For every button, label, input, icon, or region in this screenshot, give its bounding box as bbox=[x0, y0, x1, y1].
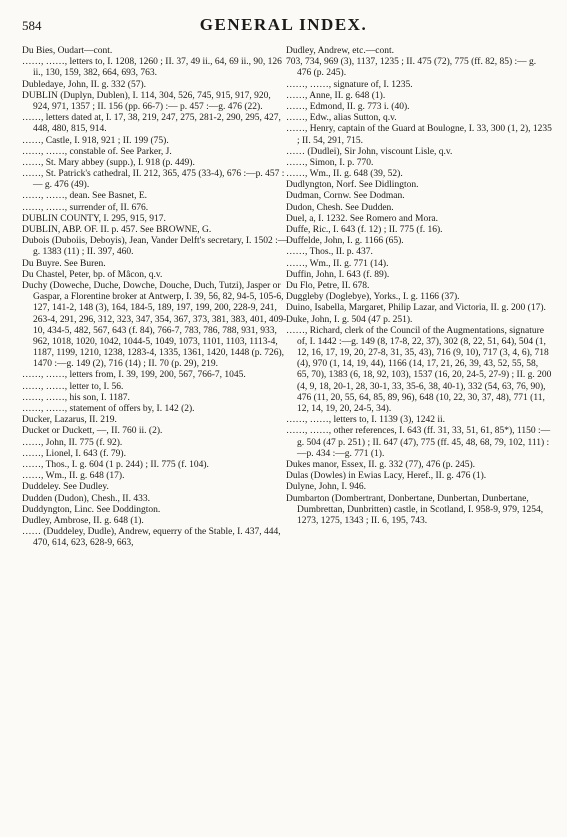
index-entry: Duffelde, John, I. g. 1166 (65). bbox=[286, 236, 404, 247]
index-entry: Duke, John, I. g. 504 (47 p. 251). bbox=[286, 314, 413, 325]
index-entry: Ducket or Duckett, —, II. 760 ii. (2). bbox=[22, 426, 163, 437]
index-entry: ……, St. Patrick's cathedral, II. 212, 365, 475 (33-4), 676 :—p. 457 :— g. 476 (49). bbox=[22, 169, 285, 191]
index-entry: ……, ……, other references, I. 643 (ff. 31, 33, 51, 61, 85*), 1150 :— g. 504 (47 p. 251) ; II. 647 (47), 775 (ff. 45, 48, 68, 79, 102, 111) :—p. 434 :—g. 771 (1). bbox=[286, 426, 551, 459]
index-entry: Dudley, Ambrose, II. g. 648 (1). bbox=[22, 515, 144, 526]
index-entry: Dukes manor, Essex, II. g. 332 (77), 476 (p. 245). bbox=[286, 459, 476, 470]
page-header bbox=[22, 12, 545, 38]
index-entry: Duchy (Doweche, Duche, Dowche, Douche, Duch, Tutzi), Jasper or Gaspar, a Florentine broker at Antwerp, I. 39, 56, 82, 94-5, 105-6, 127, 141-2, 148 (3), 164, 184-5, 189, 197, 199, 200, 228-9, 241, 263-4, 291, 296, 312, 323, 347, 354, 367, 373, 381, 383, 401, 409-10, 434-5, 482, 567, 643 (f. 84), 766-7, 783, 786, 788, 931, 933, 962, 1018, 1020, 1042, 1044-5, 1049, 1073, 1101, 1103, 1113-4, 1187, 1199, 1210, 1238, 1283-4, 1335, 1361, 1420, 1448 (p. 726), 1470 :—g. 149 (2), 716 (14) ; II. 70 (p. 29), 219. bbox=[22, 280, 287, 370]
index-entry: ……, Simon, I. p. 770. bbox=[286, 157, 374, 168]
index-entry: ……, Lionel, I. 643 (f. 79). bbox=[22, 448, 126, 459]
index-entry: ……, Edmond, II. g. 773 i. (40). bbox=[286, 101, 410, 112]
index-entry: DUBLIN (Duplyn, Dublen), I. 114, 304, 526, 745, 915, 917, 920, 924, 971, 1357 ; II. 156 (pp. 66-7) :— p. 457 :—g. 476 (22). bbox=[22, 90, 271, 112]
index-entry: ……, Richard, clerk of the Council of the Augmentations, signature of, I. 1442 :—g. 149 (8, 17-8, 22, 37), 302 (8, 22, 51, 64), 504 (1, 12, 16, 17, 19, 20, 27-8, 31, 35, 43), 716 (9, 10), 717 (3, 4, 6), 718 (4), 970 (1, 14, 19, 44), 1166 (14, 17, 21, 26, 39, 43, 52, 55, 58, 65, 70), 1383 (6, 18, 92, 103), 1537 (16, 20, 24-5, 27-9) ; II. g. 200 (4, 9, 18, 20-1, 28, 30-1, 33, 35-6, 38, 40-1), 332 (54, 63, 76, 90), 476 (11, 20, 55, 64, 85, 89, 96), 648 (10, 22, 30, 37, 48), 771 (11, 12, 14, 19, 20, 24-5, 34). bbox=[286, 325, 552, 414]
index-entry: Duel, a, I. 1232. See Romero and Mora. bbox=[286, 213, 438, 224]
index-entry: Dumbarton (Dombertrant, Donbertane, Dunbertan, Dunbertane, Dumbrettan, Dunbritten) castle, in Scotland, I. 958-9, 979, 1254, 1273, 1275, 1343 ; II. 6, 195, 743. bbox=[286, 493, 544, 526]
index-entry: Duddeley. See Dudley. bbox=[22, 482, 109, 493]
index-entry: Dubledaye, John, II. g. 332 (57). bbox=[22, 79, 147, 90]
index-entry: Ducker, Lazarus, II. 219. bbox=[22, 415, 117, 426]
index-entry: Du Flo, Petre, II. 678. bbox=[286, 280, 370, 291]
index-entry: ……, Wm., II. g. 648 (17). bbox=[22, 471, 125, 482]
index-entry: ……, Henry, captain of the Guard at Boulogne, I. 33, 300 (1, 2), 1235 ; II. 54, 291, 715. bbox=[286, 124, 552, 146]
index-entry: DUBLIN COUNTY, I. 295, 915, 917. bbox=[22, 213, 166, 224]
index-entry: ……, ……, constable of. See Parker, J. bbox=[22, 146, 172, 157]
index-entry: …… (Dudlei), Sir John, viscount Lisle, q.v. bbox=[286, 146, 453, 157]
index-entry: Dudman, Cornw. See Dodman. bbox=[286, 191, 405, 202]
index-entry: ……, ……, letters to, I. 1139 (3), 1242 ii. bbox=[286, 415, 446, 426]
index-entry: DUBLIN, ABP. OF. II. p. 457. See BROWNE, G. bbox=[22, 225, 212, 235]
index-entry: Dudon, Chesh. See Dudden. bbox=[286, 202, 394, 213]
index-entry: ……, Thos., II. p. 437. bbox=[286, 247, 373, 258]
index-entry: Duino, Isabella, Margaret, Philip Lazar, and Victoria, II. g. 200 (17). bbox=[286, 303, 546, 314]
index-entry: 703, 734, 969 (3), 1137, 1235 ; II. 475 (72), 775 (ff. 82, 85) :— g. 476 (p. 245). bbox=[286, 57, 537, 79]
index-entry: Duddyngton, Linc. See Doddington. bbox=[22, 504, 161, 515]
index-entry: Dulas (Dowles) in Ewias Lacy, Heref., II. g. 476 (1). bbox=[286, 471, 487, 482]
page-title: GENERAL INDEX. bbox=[199, 15, 368, 34]
index-entry: …… (Duddeley, Dudle), Andrew, equerry of the Stable, I. 437, 444, 470, 614, 623, 628-9, 663, bbox=[22, 527, 281, 549]
index-entry: Duffin, John, I. 643 (f. 89). bbox=[286, 269, 390, 280]
index-entry: Dudden (Dudon), Chesh., II. 433. bbox=[22, 493, 150, 504]
index-column-right bbox=[286, 46, 552, 527]
index-entry: ……, St. Mary abbey (supp.), I. 918 (p. 449). bbox=[22, 157, 195, 168]
index-entry: ……, ……, letter to, I. 56. bbox=[22, 381, 124, 392]
index-entry: ……, Wm., II. g. 771 (14). bbox=[286, 258, 389, 269]
index-entry: ……, Castle, I. 918, 921 ; II. 199 (75). bbox=[22, 135, 169, 146]
index-entry: Duffe, Ric., I. 643 (f. 12) ; II. 775 (f. 16). bbox=[286, 225, 443, 235]
index-entry: ……, ……, statement of offers by, I. 142 (2). bbox=[22, 404, 195, 414]
index-entry: Dudlyngton, Norf. See Didlington. bbox=[286, 180, 419, 191]
index-entry: Dulyne, John, I. 946. bbox=[286, 482, 366, 493]
index-entry: ……, letters dated at, I. 17, 38, 219, 247, 275, 281-2, 290, 295, 427, 448, 480, 815, 914. bbox=[22, 113, 281, 135]
index-entry: ……, ……, dean. See Basnet, E. bbox=[22, 191, 148, 202]
index-entry: ……, ……, surrender of, II. 676. bbox=[22, 202, 149, 213]
index-entry: ……, ……, his son, I. 1187. bbox=[22, 392, 130, 403]
page-number: 584 bbox=[22, 18, 42, 33]
index-entry: ……, Anne, II. g. 648 (1). bbox=[286, 90, 386, 101]
index-entry: ……, ……, letters to, I. 1208, 1260 ; II. 37, 49 ii., 64, 69 ii., 90, 126 ii., 130, 159, 382, 664, 693, 763. bbox=[22, 57, 282, 79]
index-entry: Duggleby (Doglebye), Yorks., I. g. 1166 (37). bbox=[286, 292, 460, 303]
index-entry: ……, ……, signature of, I. 1235. bbox=[286, 79, 413, 90]
index-entry: Du Bies, Oudart—cont. bbox=[22, 46, 113, 56]
index-entry: ……, Edw., alias Sutton, q.v. bbox=[286, 113, 397, 124]
index-entry: ……, ……, letters from, I. 39, 199, 200, 567, 766-7, 1045. bbox=[22, 370, 246, 381]
index-entry: Du Chastel, Peter, bp. of Mâcon, q.v. bbox=[22, 269, 163, 280]
index-entry: ……, John, II. 775 (f. 92). bbox=[22, 437, 123, 448]
index-column-left bbox=[22, 46, 288, 549]
index-entry: Dubois (Duboiis, Deboyis), Jean, Vander Delft's secretary, I. 1502 :— g. 1383 (11) ; II. 397, 460. bbox=[22, 236, 288, 258]
index-entry: ……, Wm., II. g. 648 (39, 52). bbox=[286, 169, 403, 180]
index-entry: Dudley, Andrew, etc.—cont. bbox=[286, 46, 394, 56]
index-entry: Du Buyre. See Buren. bbox=[22, 258, 106, 269]
index-entry: ……, Thos., I. g. 604 (1 p. 244) ; II. 775 (f. 104). bbox=[22, 459, 209, 470]
